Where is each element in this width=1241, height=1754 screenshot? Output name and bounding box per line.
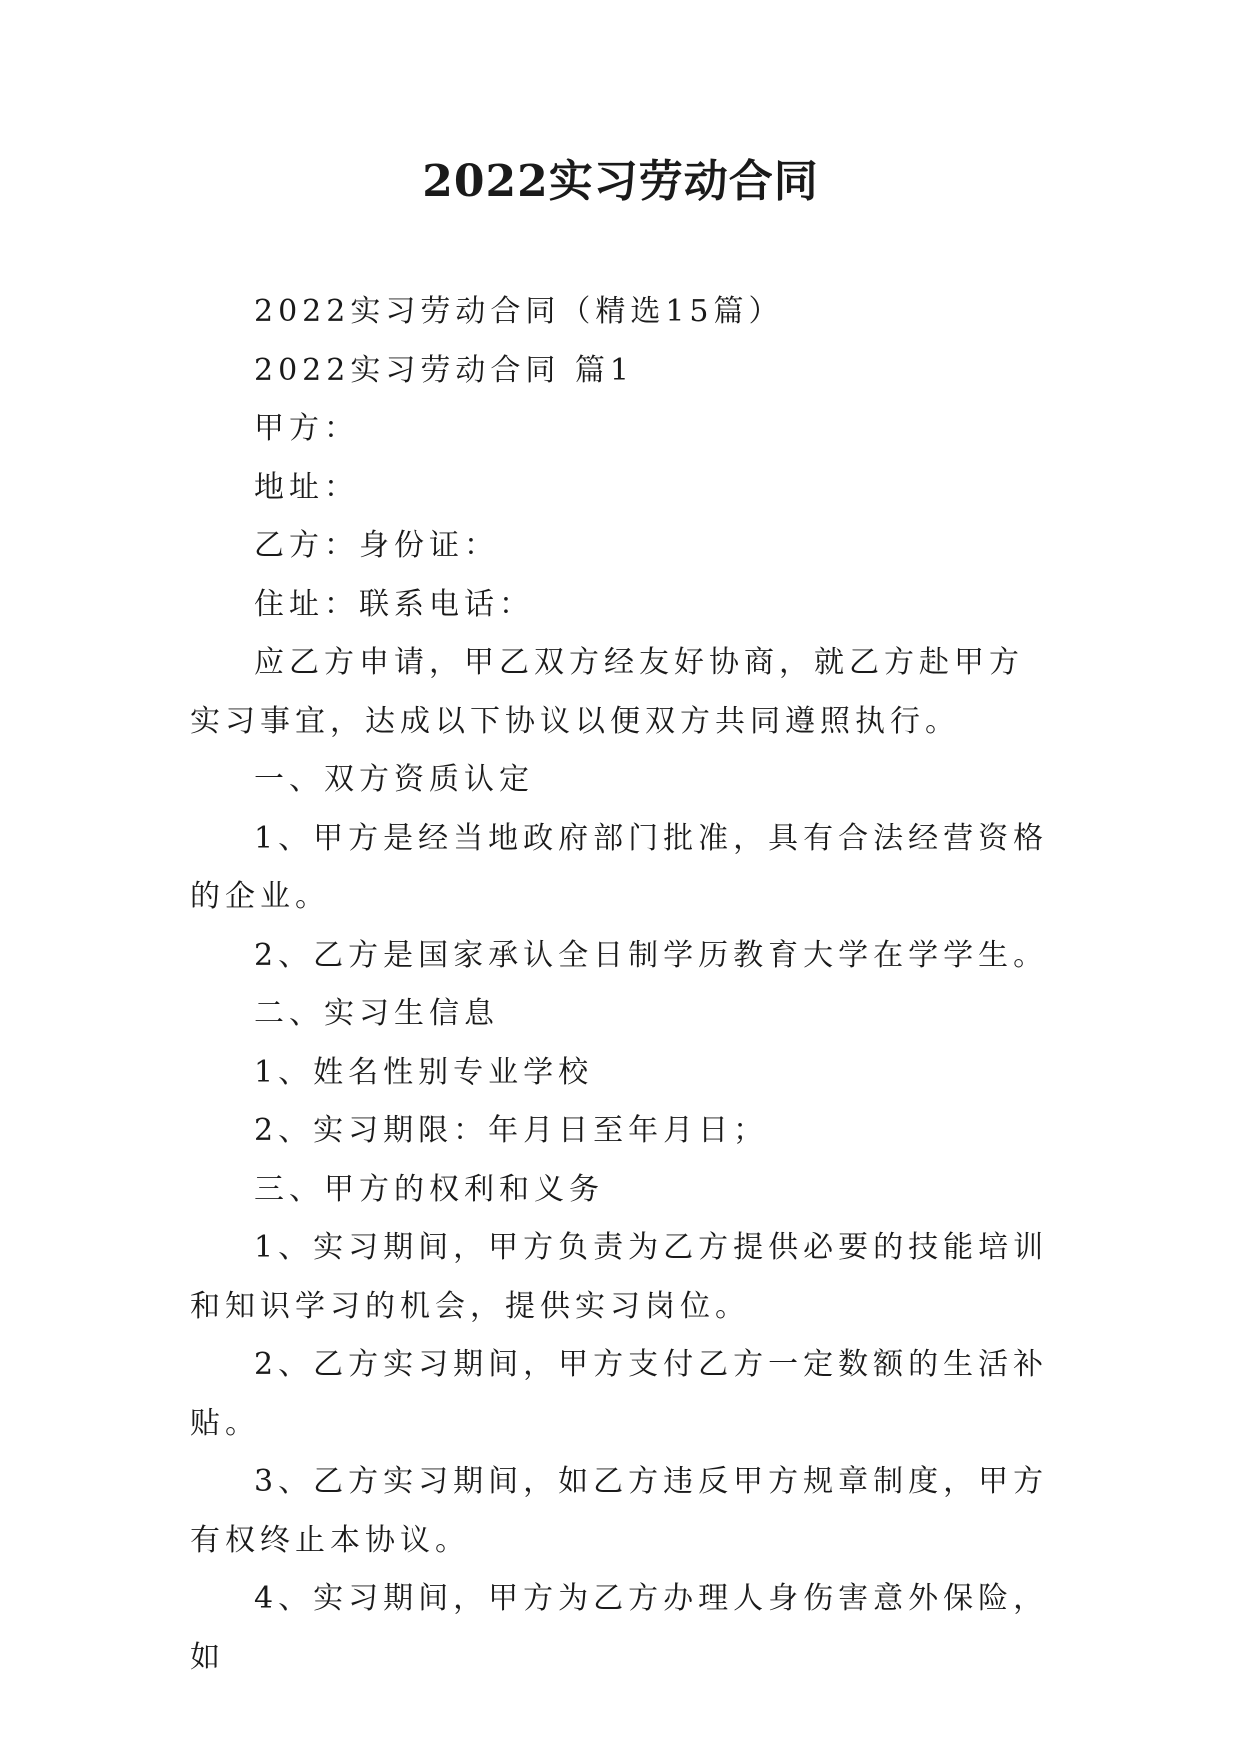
- paragraph-party-a: 甲方：: [254, 411, 359, 446]
- clause-3-1: 1、实习期间，甲方负责为乙方提供必要的技能培训和知识学习的机会，提供实习岗位。: [190, 1230, 1049, 1324]
- paragraph-part-heading: 2022实习劳动合同 篇1: [254, 352, 634, 388]
- paragraph-subtitle: 2022实习劳动合同（精选15篇）: [254, 294, 784, 329]
- clause-1-2: 2、乙方是国家承认全日制学历教育大学在学学生。: [254, 937, 1049, 973]
- clause-2-1: 1、姓名性别专业学校: [254, 1054, 594, 1090]
- section-heading-qualification: 一、双方资质认定: [254, 762, 534, 797]
- paragraph-residence: 住址：联系电话：: [254, 586, 534, 622]
- paragraph-preamble: 应乙方申请，甲乙双方经友好协商，就乙方赴甲方实习事宜，达成以下协议以便双方共同遵照执行。: [190, 645, 1024, 739]
- section-heading-intern-info: 二、实习生信息: [254, 996, 499, 1031]
- clause-1-1: 1、甲方是经当地政府部门批准，具有合法经营资格的企业。: [190, 820, 1049, 914]
- clause-3-4: 4、实习期间，甲方为乙方办理人身伤害意外保险，如: [190, 1581, 1049, 1675]
- document-body: [190, 283, 1050, 1687]
- clause-3-3: 3、乙方实习期间，如乙方违反甲方规章制度，甲方有权终止本协议。: [190, 1464, 1049, 1558]
- paragraph-party-b: 乙方：身份证：: [254, 528, 499, 563]
- section-heading-party-a-rights: 三、甲方的权利和义务: [254, 1171, 604, 1207]
- clause-2-2: 2、实习期限：年月日至年月日；: [254, 1113, 769, 1148]
- document-title: 2022实习劳动合同: [422, 156, 819, 207]
- paragraph-address: 地址：: [254, 469, 359, 505]
- clause-3-2: 2、乙方实习期间，甲方支付乙方一定数额的生活补贴。: [190, 1347, 1049, 1441]
